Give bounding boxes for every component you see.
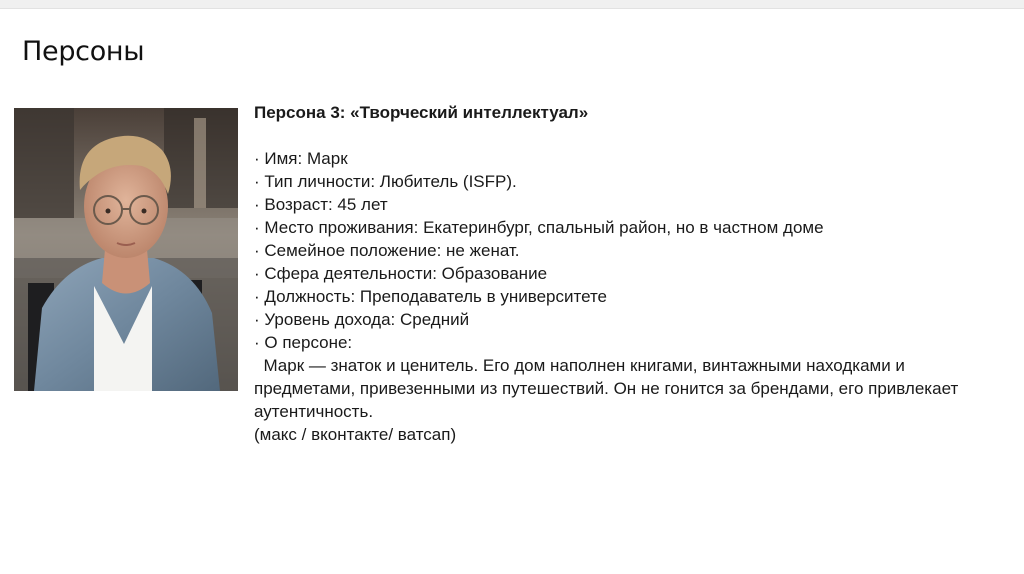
slide-top-border xyxy=(0,0,1024,9)
field-income: · Уровень дохода: Средний xyxy=(254,310,470,329)
persona-heading: Персона 3: «Творческий интеллектуал» xyxy=(254,103,589,122)
field-marital-status: · Семейное положение: не женат. xyxy=(254,241,520,260)
field-residence: · Место проживания: Екатеринбург, спальный район, но в частном доме xyxy=(254,218,824,237)
persona-description xyxy=(254,101,1014,446)
field-occupation-area: · Сфера деятельности: Образование xyxy=(254,264,548,283)
field-about-label: · О персоне: xyxy=(254,333,353,352)
slide-title: Персоны xyxy=(22,36,145,67)
about-text xyxy=(254,354,1004,423)
persona-photo xyxy=(14,108,238,391)
field-age: · Возраст: 45 лет xyxy=(254,195,388,214)
contacts-line: (макс / вконтакте/ ватсап) xyxy=(254,425,457,444)
field-personality-type: · Тип личности: Любитель (ISFP). xyxy=(254,172,517,191)
field-position: · Должность: Преподаватель в университете xyxy=(254,287,608,306)
field-name: · Имя: Марк xyxy=(254,149,348,168)
about-text-body: Марк — знаток и ценитель. Его дом наполнен книгами, винтажными находками и предметами, привезенными из путешествий. Он не гонится за брендами, его привлекает аутентичность. xyxy=(254,356,959,421)
